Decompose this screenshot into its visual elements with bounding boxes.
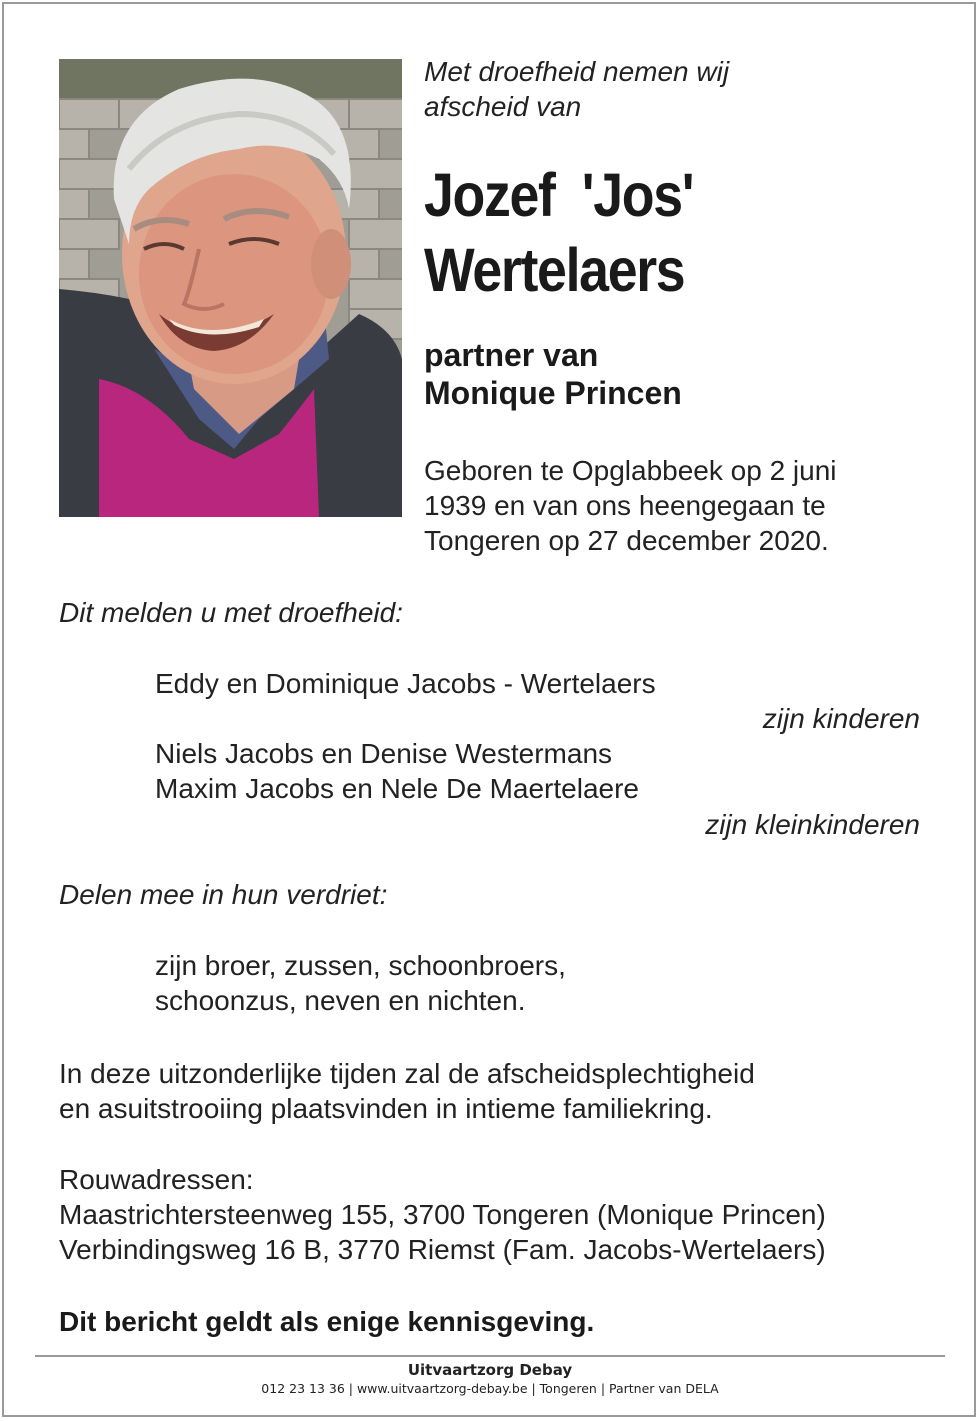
addresses-title: Rouwadressen: — [59, 1164, 254, 1195]
deceased-name — [424, 158, 882, 308]
sharing-title: Delen mee in hun verdriet: — [59, 879, 388, 910]
sharing-list — [155, 948, 566, 1018]
partner-info — [424, 336, 944, 412]
grandchild-entry: Niels Jacobs en Denise Westermans — [155, 738, 613, 769]
footer-company: Uitvaartzorg Debay — [407, 1361, 573, 1379]
intro-line: afscheid van — [424, 91, 582, 122]
addresses — [59, 1162, 826, 1267]
footer-divider — [35, 1355, 945, 1357]
grandchildren-relation: zijn kleinkinderen — [705, 809, 920, 840]
intro-line: Met droefheid nemen wij — [424, 56, 730, 87]
address-line: Verbindingsweg 16 B, 3770 Riemst (Fam. Jacobs-Wertelaers) — [59, 1234, 826, 1265]
child-entry: Eddy en Dominique Jacobs - Wertelaers — [155, 668, 656, 699]
children-list — [155, 666, 656, 701]
birth-death-line: 1939 en van ons heengegaan te — [424, 490, 826, 521]
ceremony-text — [59, 1056, 755, 1126]
sharing-line: zijn broer, zussen, schoonbroers, — [155, 950, 566, 981]
announcers-title: Dit melden u met droefheid: — [59, 597, 403, 628]
partner-label: partner van — [424, 337, 599, 373]
grandchild-entry: Maxim Jacobs en Nele De Maertelaere — [155, 773, 639, 804]
children-relation: zijn kinderen — [762, 703, 920, 734]
ceremony-line: In deze uitzonderlijke tijden zal de afscheidsplechtigheid — [59, 1058, 755, 1089]
intro-text — [424, 54, 924, 124]
partner-name: Monique Princen — [424, 375, 682, 411]
footer-contact: 012 23 13 36 | www.uitvaartzorg-debay.be | Tongeren | Partner van DELA — [261, 1381, 719, 1396]
sharing-line: schoonzus, neven en nichten. — [155, 985, 526, 1016]
deceased-name-line: Jozef 'Jos' — [424, 161, 694, 229]
address-line: Maastrichtersteenweg 155, 3700 Tongeren (Monique Princen) — [59, 1199, 826, 1230]
grandchildren-list — [155, 736, 639, 806]
deceased-surname: Wertelaers — [424, 236, 685, 304]
birth-death-info — [424, 453, 924, 558]
ceremony-line: en asuitstrooiing plaatsvinden in intieme familiekring. — [59, 1093, 713, 1124]
birth-death-line: Tongeren op 27 december 2020. — [424, 525, 829, 556]
birth-death-line: Geboren te Opglabbeek op 2 juni — [424, 455, 837, 486]
portrait-photo — [59, 59, 402, 517]
closing-statement: Dit bericht geldt als enige kennisgeving. — [59, 1306, 595, 1337]
